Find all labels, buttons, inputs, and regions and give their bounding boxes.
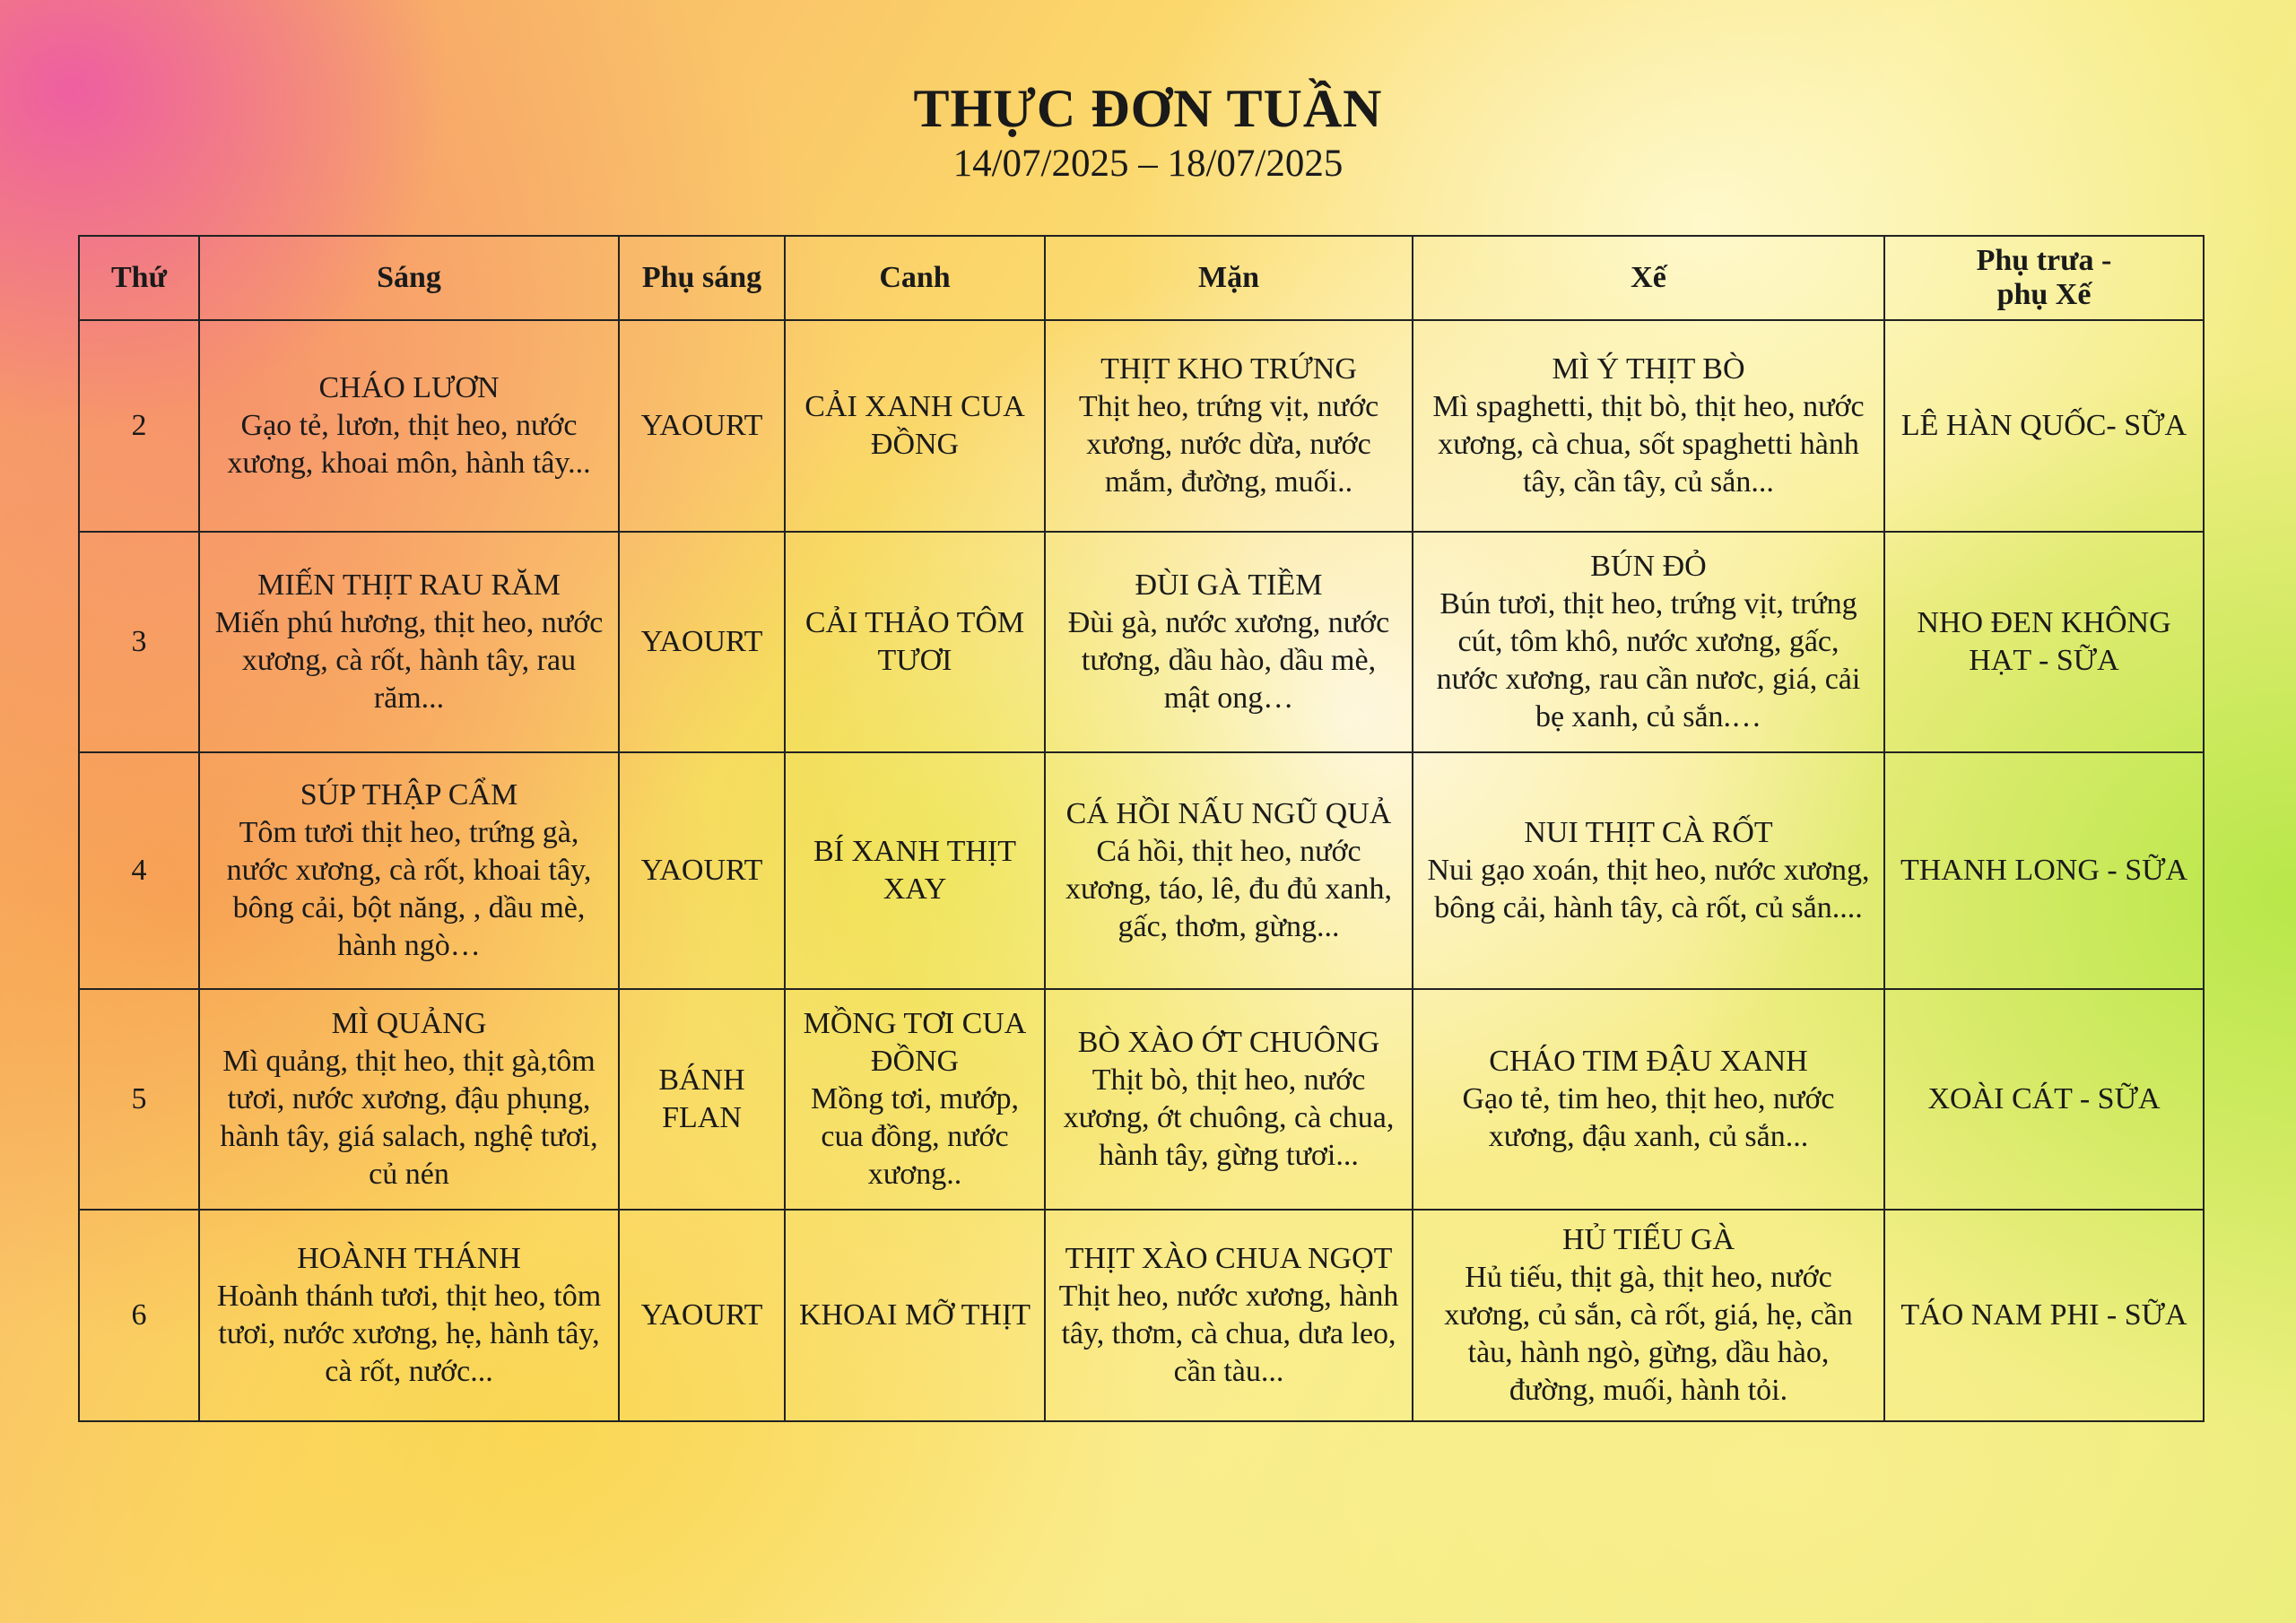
soup-dish-name: BÍ XANH THỊT XAY [813,835,1016,906]
day-cell [79,320,199,532]
day-cell [79,1210,199,1421]
main-cell [1045,1210,1413,1421]
breakfast-extra-item: BÁNH FLAN [658,1063,745,1134]
breakfast-dish-name: CHÁO LƯƠN [318,371,500,404]
breakfast-extra-item: YAOURT [640,854,763,887]
afternoon-dish-name: BÚN ĐỎ [1590,550,1707,583]
afternoon-ingredients: Nui gạo xoán, thịt heo, nước xương, bông cải, hành tây, cà rốt, củ sắn.... [1427,854,1870,924]
soup-cell [785,1210,1045,1421]
header-row [79,236,2204,320]
breakfast-dish-name: MIẾN THỊT RAU RĂM [257,568,561,602]
breakfast-dish-name: HOÀNH THÁNH [297,1242,521,1275]
breakfast-cell [199,989,619,1210]
col-header-extra-line1: Phụ trưa - [1976,244,2112,277]
breakfast-ingredients: Tôm tươi thịt heo, trứng gà, nước xương, cà rốt, khoai tây, bông cải, bột năng, , dầu mè, hành ngò… [226,816,592,962]
main-ingredients: Đùi gà, nước xương, nước tương, dầu hào, dầu mè, mật ong… [1067,606,1390,715]
breakfast-extra-cell [619,320,785,532]
breakfast-ingredients: Miến phú hương, thịt heo, nước xương, cà rốt, hành tây, rau răm... [214,606,604,715]
main-cell [1045,532,1413,752]
soup-dish-name: KHOAI MỠ THỊT [798,1298,1031,1332]
extra-item: NHO ĐEN KHÔNG HẠT - SỮA [1917,606,2171,677]
day-number: 4 [131,854,147,887]
breakfast-cell [199,532,619,752]
breakfast-cell [199,320,619,532]
breakfast-extra-cell [619,989,785,1210]
day-cell [79,989,199,1210]
soup-cell [785,752,1045,989]
day-number: 2 [131,409,147,442]
table-header [79,236,2204,320]
weekly-menu-table [78,235,2205,1422]
col-header-extra [1884,236,2204,320]
afternoon-ingredients: Hủ tiếu, thịt gà, thịt heo, nước xương, củ sắn, cà rốt, giá, hẹ, cần tàu, hành ngò, gừng, dầu hào, đường, muối, hành tỏi. [1444,1261,1853,1407]
soup-cell [785,989,1045,1210]
main-dish-name: THỊT XÀO CHUA NGỌT [1065,1242,1393,1275]
table-row [79,1210,2204,1421]
main-ingredients: Thịt bò, thịt heo, nước xương, ớt chuông, cà chua, hành tây, gừng tươi... [1063,1063,1395,1172]
soup-cell [785,320,1045,532]
afternoon-cell [1413,752,1884,989]
main-dish-name: ĐÙI GÀ TIỀM [1135,568,1323,602]
breakfast-ingredients: Hoành thánh tươi, thịt heo, tôm tươi, nước xương, hẹ, hành tây, cà rốt, nước... [216,1280,602,1388]
soup-ingredients: Mồng tơi, mướp, cua đồng, nước xương.. [811,1082,1019,1191]
menu-header [0,70,2296,187]
main-dish-name: CÁ HỒI NẤU NGŨ QUẢ [1065,797,1392,830]
soup-cell [785,532,1045,752]
main-cell [1045,989,1413,1210]
col-header-breakfast: Sáng [199,236,619,320]
extra-cell [1884,320,2204,532]
breakfast-cell [199,1210,619,1421]
afternoon-ingredients: Gạo tẻ, tim heo, thịt heo, nước xương, đậu xanh, củ sắn... [1462,1082,1835,1153]
day-number: 3 [131,625,147,658]
day-cell [79,532,199,752]
main-ingredients: Cá hồi, thịt heo, nước xương, táo, lê, đu đủ xanh, gấc, thơm, gừng... [1065,835,1393,943]
breakfast-extra-cell [619,532,785,752]
col-header-day: Thứ [79,236,199,320]
table-row [79,320,2204,532]
main-dish-name: THỊT KHO TRỨNG [1100,352,1357,386]
afternoon-dish-name: HỦ TIẾU GÀ [1561,1223,1735,1256]
col-header-soup: Canh [785,236,1045,320]
day-number: 5 [131,1082,147,1115]
breakfast-extra-item: YAOURT [640,409,763,442]
breakfast-extra-item: YAOURT [640,625,763,658]
afternoon-dish-name: MÌ Ý THỊT BÒ [1552,352,1745,386]
extra-cell [1884,1210,2204,1421]
main-cell [1045,320,1413,532]
extra-item: TÁO NAM PHI - SỮA [1900,1298,2187,1332]
col-header-extra-line2: phụ Xế [1996,278,2092,311]
day-cell [79,752,199,989]
main-ingredients: Thịt heo, trứng vịt, nước xương, nước dừa, nước mắm, đường, muối.. [1078,390,1379,499]
afternoon-cell [1413,1210,1884,1421]
breakfast-extra-cell [619,1210,785,1421]
table-body [79,320,2204,1421]
soup-dish-name: CẢI XANH CUA ĐỒNG [804,390,1025,461]
soup-dish-name: MỒNG TƠI CUA ĐỒNG [803,1007,1027,1078]
afternoon-ingredients: Bún tươi, thịt heo, trứng vịt, trứng cút, tôm khô, nước xương, gấc, nước xương, rau cần nươc, giá, cải bẹ xanh, củ sắn.… [1436,587,1861,733]
col-header-main: Mặn [1045,236,1413,320]
extra-cell [1884,532,2204,752]
day-number: 6 [131,1298,147,1332]
breakfast-ingredients: Mì quảng, thịt heo, thịt gà,tôm tươi, nước xương, đậu phụng, hành tây, giá salach, nghệ tươi, củ nén [220,1045,598,1191]
breakfast-extra-cell [619,752,785,989]
breakfast-cell [199,752,619,989]
extra-item: XOÀI CÁT - SỮA [1927,1082,2161,1115]
afternoon-cell [1413,532,1884,752]
breakfast-extra-item: YAOURT [640,1298,763,1332]
afternoon-ingredients: Mì spaghetti, thịt bò, thịt heo, nước xương, cà chua, sốt spaghetti hành tây, cần tây, củ sắn... [1432,390,1865,499]
main-cell [1045,752,1413,989]
col-header-breakfast-extra: Phụ sáng [619,236,785,320]
afternoon-cell [1413,320,1884,532]
breakfast-ingredients: Gạo tẻ, lươn, thịt heo, nước xương, khoai môn, hành tây... [227,409,591,480]
afternoon-dish-name: NUI THỊT CÀ RỐT [1524,816,1773,849]
col-header-afternoon: Xế [1413,236,1884,320]
main-ingredients: Thịt heo, nước xương, hành tây, thơm, cà chua, dưa leo, cần tàu... [1058,1280,1399,1388]
breakfast-dish-name: MÌ QUẢNG [331,1007,487,1040]
soup-dish-name: CẢI THẢO TÔM TƯƠI [804,606,1025,677]
table-row [79,989,2204,1210]
extra-item: LÊ HÀN QUỐC- SỮA [1900,409,2187,442]
extra-cell [1884,752,2204,989]
breakfast-dish-name: SÚP THẬP CẨM [300,778,518,812]
table-row [79,532,2204,752]
page-title: THỰC ĐƠN TUẦN [913,79,1383,138]
extra-item: THANH LONG - SỮA [1900,854,2188,887]
main-dish-name: BÒ XÀO ỚT CHUÔNG [1077,1026,1380,1059]
table-row [79,752,2204,989]
date-range: 14/07/2025 – 18/07/2025 [952,143,1344,185]
afternoon-dish-name: CHÁO TIM ĐẬU XANH [1489,1045,1808,1078]
afternoon-cell [1413,989,1884,1210]
extra-cell [1884,989,2204,1210]
